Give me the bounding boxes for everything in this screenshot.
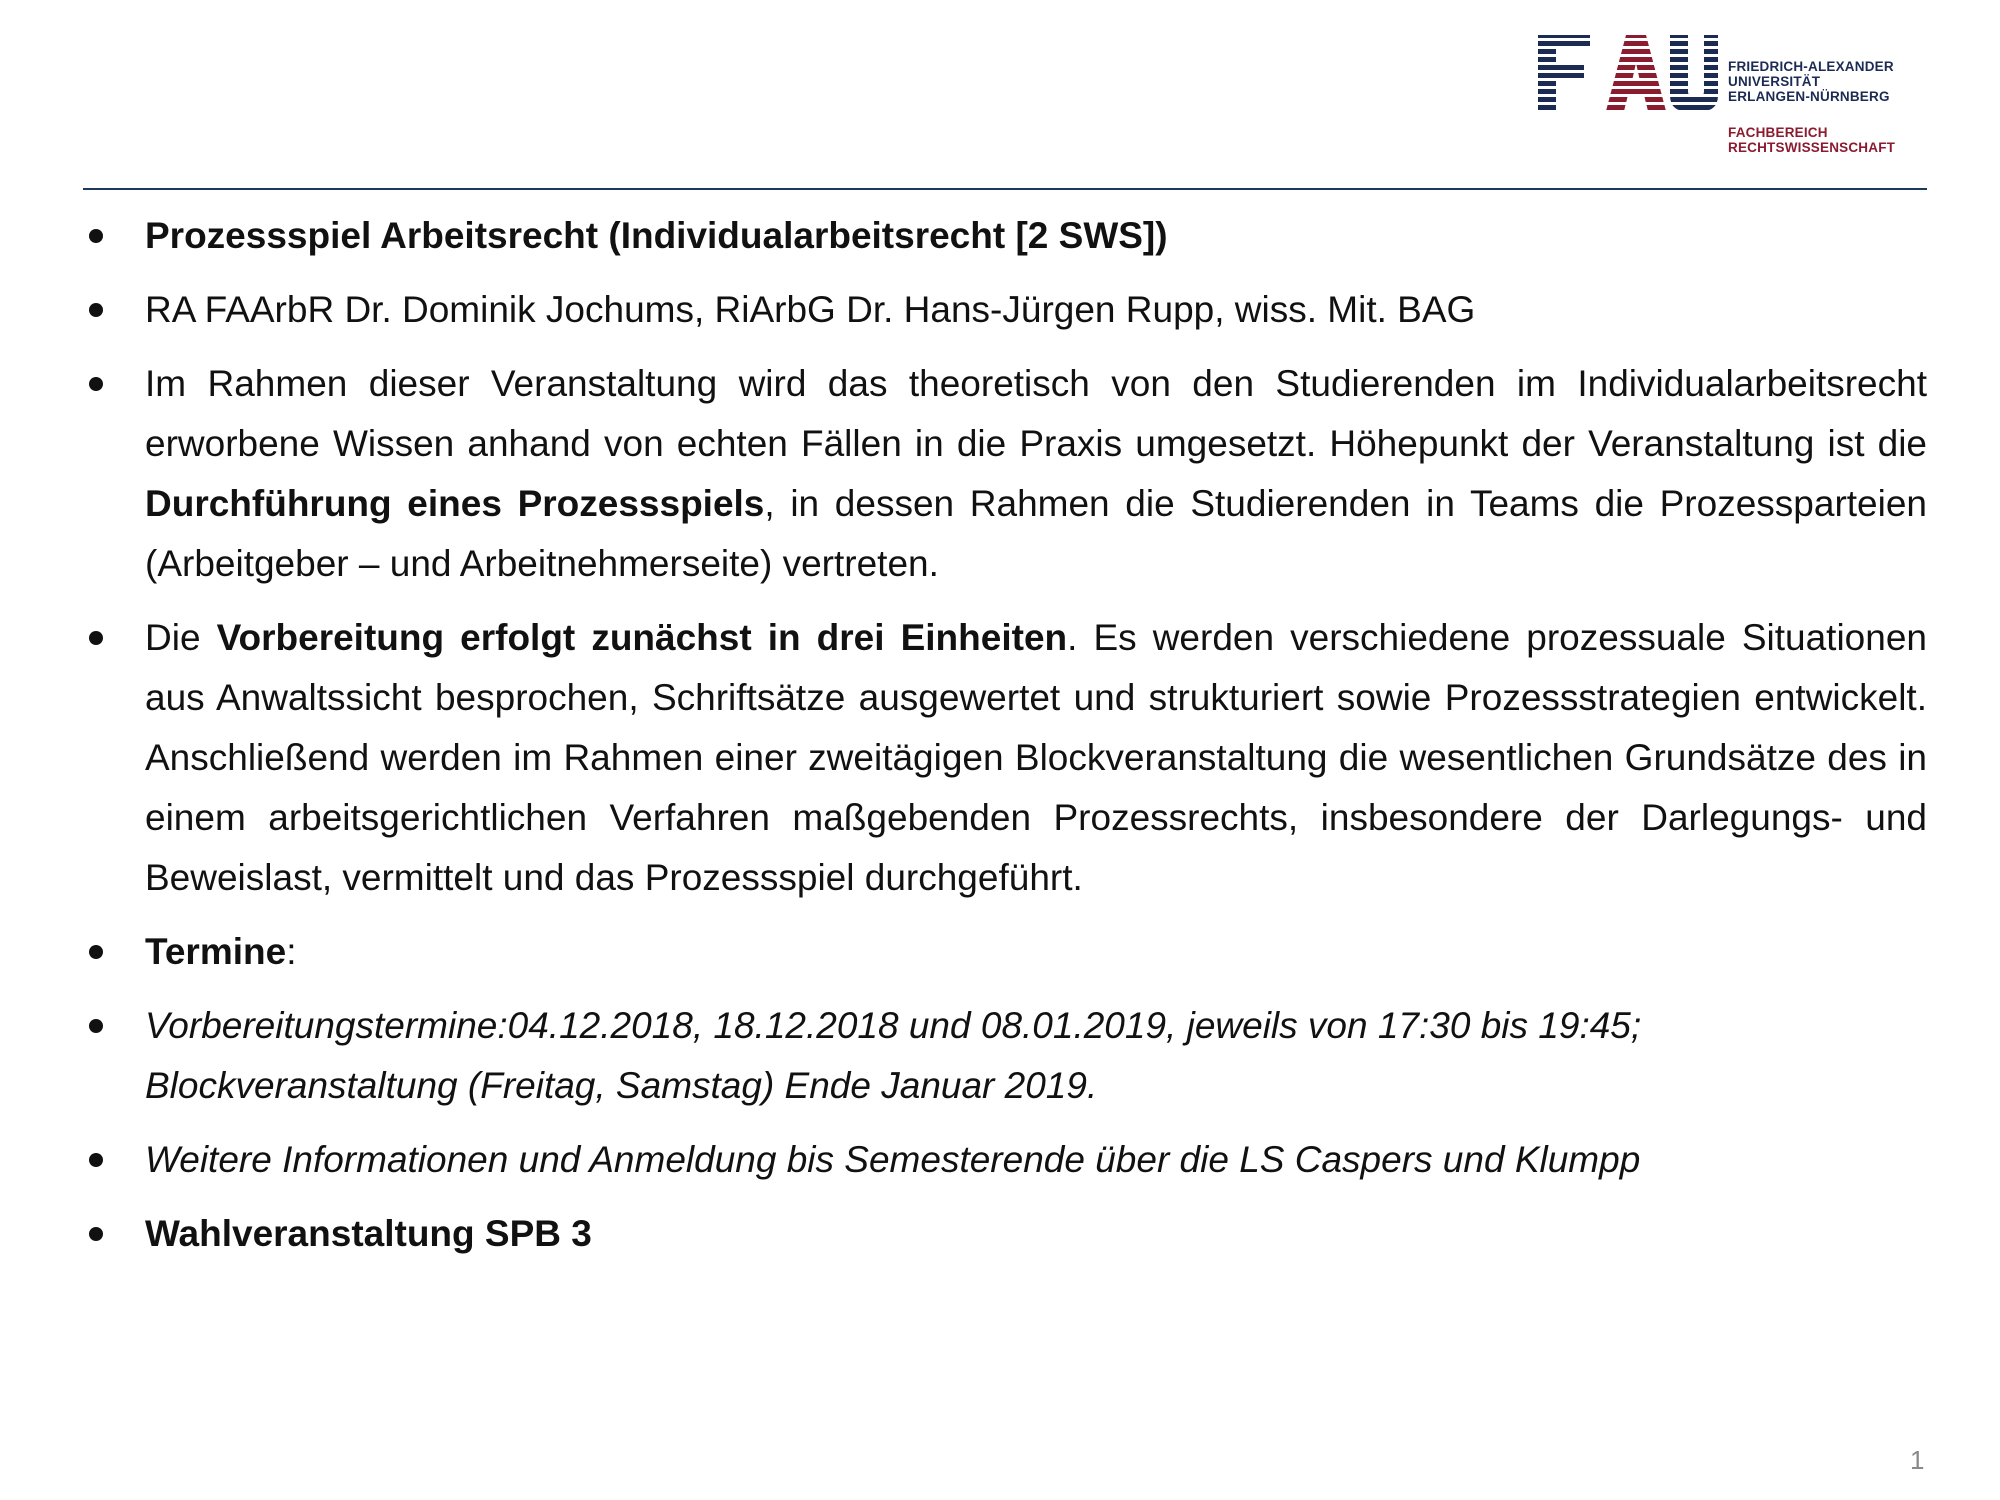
list-item-info — [83, 1130, 1927, 1190]
university-name — [1728, 59, 1894, 104]
description-text-part2: , in dessen Rahmen die Studierenden in Teams die Prozessparteien (Arbeitgeber – und Arbeitnehmerseite) vertreten. — [145, 483, 1927, 584]
fau-logo-mark — [1538, 33, 1718, 113]
university-name-line3: ERLANGEN-NÜRNBERG — [1728, 89, 1890, 104]
bullet-icon — [89, 945, 103, 959]
preparation-text-part1: Die — [145, 617, 217, 658]
bullet-icon — [89, 631, 103, 645]
list-item-termine — [83, 922, 1927, 982]
dates-text: Vorbereitungstermine:04.12.2018, 18.12.2018 und 08.01.2019, jeweils von 17:30 bis 19:45; Blockveranstaltung (Freitag, Samstag) Ende Januar 2019. — [145, 1005, 1642, 1106]
bullet-icon — [89, 1019, 103, 1033]
page-number: 1 — [1910, 1445, 1925, 1475]
lecturers-text: RA FAArbR Dr. Dominik Jochums, RiArbG Dr. Hans-Jürgen Rupp, wiss. Mit. BAG — [145, 289, 1476, 330]
preparation-emphasis: Vorbereitung erfolgt zunächst in drei Einheiten — [216, 617, 1068, 658]
list-item-title — [83, 206, 1927, 266]
bullet-icon — [89, 303, 103, 317]
bullet-icon — [89, 1227, 103, 1241]
slide-content — [83, 206, 1927, 1278]
bullet-icon — [89, 377, 103, 391]
bullet-icon — [89, 1153, 103, 1167]
bullet-icon — [89, 229, 103, 243]
termine-colon: : — [286, 931, 297, 972]
wahl-text: Wahlveranstaltung SPB 3 — [145, 1213, 592, 1254]
preparation-text-part2: . Es werden verschiedene prozessuale Situationen aus Anwaltssicht besprochen, Schriftsätze ausgewertet und strukturiert sowie Prozessstrategien entwickelt. Anschließend werden im Rahmen einer zweitägigen Blockveranstaltung die wesentlichen Grundsätze des in einem arbeitsgerichtlichen Verfahren maßgebenden Prozessrechts, insbesondere der Darlegungs- und Beweislast, vermittelt und das Prozessspiel durchgeführt. — [145, 617, 1927, 898]
header-divider — [83, 188, 1927, 190]
termine-label: Termine — [145, 931, 287, 972]
university-name-line2: UNIVERSITÄT — [1728, 74, 1821, 89]
fau-logo — [1538, 33, 1928, 158]
slide-header — [0, 0, 2000, 190]
course-title: Prozessspiel Arbeitsrecht (Individualarbeitsrecht [2 SWS]) — [145, 215, 1168, 256]
bullet-list — [83, 206, 1927, 1264]
faculty-name-line2: RECHTSWISSENSCHAFT — [1728, 140, 1896, 155]
university-name-line1: FRIEDRICH-ALEXANDER — [1728, 59, 1894, 74]
description-text-part1: Im Rahmen dieser Veranstaltung wird das theoretisch von den Studierenden im Individualarbeitsrecht erworbene Wissen anhand von echten Fällen in die Praxis umgesetzt. Höhepunkt der Veranstaltung ist die — [145, 363, 1927, 464]
list-item-preparation — [83, 608, 1927, 908]
list-item-wahl — [83, 1204, 1927, 1264]
list-item-dates — [83, 996, 1927, 1116]
faculty-name — [1728, 125, 1895, 155]
list-item-description — [83, 354, 1927, 594]
faculty-name-line1: FACHBEREICH — [1728, 125, 1828, 140]
description-emphasis: Durchführung eines Prozessspiels — [145, 483, 765, 524]
list-item-lecturers — [83, 280, 1927, 340]
info-text: Weitere Informationen und Anmeldung bis Semesterende über die LS Caspers und Klumpp — [145, 1139, 1641, 1180]
